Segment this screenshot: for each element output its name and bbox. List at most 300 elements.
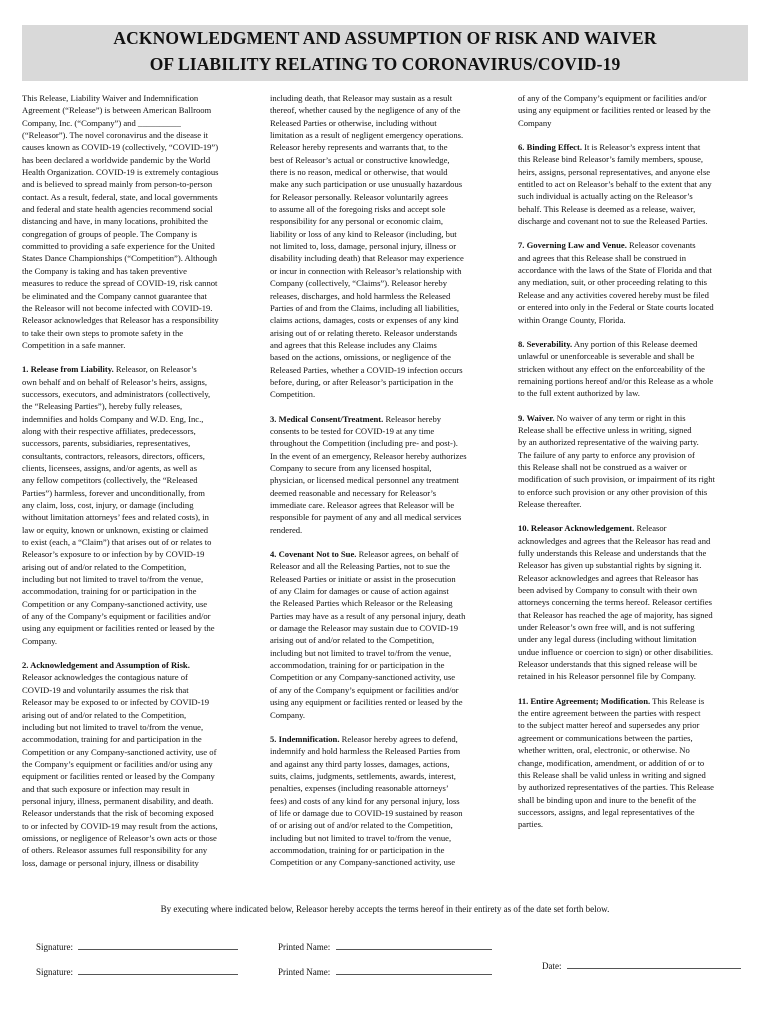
text-line (270, 844, 496, 856)
line-text: committed to providing a safe experience for the United (22, 241, 215, 252)
text-line (22, 166, 248, 178)
line-text: physician, or licensed medical personnel any treatment (270, 475, 459, 486)
text-line (270, 622, 496, 634)
clause-heading: 11. Entire Agreement; Modification. (518, 695, 651, 706)
line-text: shall be binding upon and inure to the benefit of the (518, 794, 697, 805)
line-text: of any of the Company’s equipment or facilities and/or (22, 611, 211, 622)
line-text: by authorized representatives of the parties. This Release (518, 782, 714, 793)
line-text: Release and any activities covered hereby must be filed (518, 289, 709, 300)
line-text: including but not limited to travel to/from the venue, (270, 647, 452, 658)
text-line (518, 707, 744, 719)
text-line (518, 609, 744, 621)
line-text: Parties may have as a result of any personal injury, death (270, 610, 466, 621)
line-text: suits, claims, judgments, settlements, awards, interest, (270, 770, 456, 781)
text-line (22, 598, 248, 610)
text-line (270, 856, 496, 868)
text-line (270, 709, 496, 721)
line-text: Release thereafter. (518, 498, 582, 509)
text-line (518, 473, 744, 485)
text-line (22, 400, 248, 412)
text-line (22, 376, 248, 388)
line-text: any claim, loss, cost, injury, or damage (including (22, 500, 194, 510)
line-text: successors, executors, and administrators (collectively, (22, 388, 211, 399)
text-line (22, 178, 248, 190)
text-line (22, 462, 248, 474)
text-line (270, 228, 496, 240)
text-line (270, 548, 496, 560)
text-line (22, 363, 248, 375)
printed-name-field-1[interactable] (336, 941, 492, 950)
line-text: entitled to act on Releasor’s behalf to the extent that any (518, 179, 712, 190)
clause-heading: 4. Covenant Not to Sue. (270, 549, 357, 560)
text-line (518, 363, 744, 375)
line-text: Company. (270, 709, 306, 720)
line-text: clients, licensees, assigns, and/or agents, as well as (22, 462, 197, 473)
clause-paragraph (270, 733, 496, 869)
text-line (22, 265, 248, 277)
text-line (22, 425, 248, 437)
line-text: of life or damage due to COVID-19 sustained by reason (270, 807, 463, 818)
text-line (22, 203, 248, 215)
line-text: consents to be tested for COVID-19 at any time (270, 425, 435, 436)
line-text: Releasor understands that this signed release will be (518, 659, 698, 670)
line-text: Releasor and all the Releasing Parties, not to sue the (270, 561, 450, 572)
line-text: causes known as COVID-19 (collectively, “COVID-19”) (22, 142, 219, 153)
line-text: there is no reason, medical or otherwise, that would (270, 167, 448, 178)
text-line (22, 154, 248, 166)
line-text: not limited to, loss, damage, personal injury, illness or (270, 241, 457, 252)
line-text: make any such participation or use unusually hazardous (270, 179, 463, 190)
text-line (22, 228, 248, 240)
text-line (270, 795, 496, 807)
clause-heading: 7. Governing Law and Venue. (518, 240, 627, 251)
line-text: Releasor covenants (626, 240, 696, 251)
line-text: Releasor, on Releasor’s (113, 364, 197, 375)
text-line (270, 437, 496, 449)
text-line (22, 450, 248, 462)
text-line (518, 239, 744, 251)
text-line (270, 696, 496, 708)
text-line (270, 290, 496, 302)
printed-name-row-1 (278, 941, 492, 952)
line-text: (“Releasor”). The novel coronavirus and the disease it (22, 130, 208, 141)
line-text: of others. Releasor assumes full responsibility for any (22, 845, 208, 856)
text-line (270, 388, 496, 400)
line-text: disability including death) that Releasor may experience (270, 253, 464, 264)
clause-paragraph (22, 363, 248, 647)
line-text: Releasor (634, 523, 667, 534)
text-line (270, 376, 496, 388)
text-line (518, 314, 744, 326)
text-line (22, 820, 248, 832)
text-line (518, 276, 744, 288)
signature-field-2[interactable] (78, 966, 238, 975)
text-line (22, 585, 248, 597)
text-line (270, 647, 496, 659)
line-text: of any of the Company’s equipment or facilities and/or (270, 684, 459, 695)
text-line (22, 277, 248, 289)
text-line (22, 191, 248, 203)
line-text: COVID-19 and voluntarily assumes the risk that (22, 684, 189, 695)
line-text: or damage the Releasor may sustain due to COVID-19 (270, 623, 459, 634)
line-text: releases, discharges, and hold harmless the Released (270, 290, 451, 301)
line-text: along with their respective affiliates, predecessors, (22, 425, 196, 436)
line-text: Competition in a safe manner. (22, 339, 126, 350)
line-text: or incur in connection with Releasor’s relationship with (270, 265, 462, 276)
text-line (518, 153, 744, 165)
line-text: own behalf and on behalf of Releasor’s heirs, assigns, (22, 376, 208, 387)
text-line (270, 634, 496, 646)
line-text: Company. (22, 635, 58, 646)
date-label: Date: (542, 961, 562, 971)
clause-paragraph (518, 695, 744, 831)
text-line (518, 695, 744, 707)
text-line (270, 474, 496, 486)
text-line (22, 659, 248, 671)
text-line (22, 684, 248, 696)
line-text: Company, Inc. (“Company”) and __________ (22, 117, 181, 128)
line-text: No waiver of any term or right in this (554, 412, 686, 423)
text-line (518, 412, 744, 424)
line-text: throughout the Competition (including pre- and post-). (270, 438, 458, 449)
line-text: attorneys concerning the terms hereof. Releasor certifies (518, 597, 712, 608)
line-text: Releasor acknowledges the contagious nature of (22, 672, 188, 683)
text-line (518, 461, 744, 473)
line-text: discharge and covenant not to sue the Released Parties. (518, 216, 708, 227)
text-line (270, 819, 496, 831)
line-text: including death, that Releasor may sustain as a result (270, 93, 453, 103)
line-text: within Orange County, Florida. (518, 314, 626, 325)
clause-paragraph (22, 92, 248, 351)
text-line (518, 252, 744, 264)
text-line (270, 203, 496, 215)
clause-heading: 1. Release from Liability. (22, 364, 114, 375)
text-line (518, 498, 744, 510)
text-line (518, 264, 744, 276)
text-line (270, 314, 496, 326)
line-text: omissions, or negligence of Releasor’s own acts or those (22, 832, 217, 843)
printed-name-field-2[interactable] (336, 966, 492, 975)
text-line (518, 769, 744, 781)
text-line (22, 314, 248, 326)
line-text: that Releasor has reached the age of majority, has signed (518, 609, 713, 620)
text-line (22, 104, 248, 116)
signature-label: Signature: (36, 942, 73, 952)
line-text: to assume all of the foregoing risks and accept sole (270, 204, 446, 215)
line-text: the Company’s equipment or facilities and/or using any (22, 758, 213, 769)
text-line (270, 832, 496, 844)
date-field[interactable] (567, 960, 741, 969)
text-line (518, 289, 744, 301)
line-text: acknowledges and agrees that the Releasor has read and (518, 535, 711, 546)
text-line (270, 659, 496, 671)
line-text: retained in his Releasor personnel file by Company. (518, 671, 696, 682)
line-text: and agrees that this Release shall be construed in (518, 252, 687, 263)
text-line (270, 166, 496, 178)
line-text: before, during, or after Releasor’s participation in the (270, 376, 454, 387)
text-line (270, 770, 496, 782)
text-line (518, 190, 744, 202)
line-text: the Releasor will not become infected with COVID-19. (22, 302, 213, 313)
text-line (518, 92, 744, 104)
text-line (270, 499, 496, 511)
line-text: agreement or communications between the parties, (518, 732, 693, 743)
line-text: Parties of and from the Claims, including all liabilities, (270, 302, 460, 313)
signature-row-2 (36, 966, 238, 977)
line-text: law or equity, known or unknown, existing or claimed (22, 524, 209, 535)
line-text: liability or loss of any kind to Releasor (including, but (270, 228, 457, 239)
line-text: It is Releasor’s express intent that (581, 142, 701, 153)
text-line (270, 265, 496, 277)
line-text: arising out of and/or related to the Competition, (22, 561, 187, 572)
clause-paragraph (270, 413, 496, 536)
line-text: any fellow competitors (collectively, the “Released (22, 475, 198, 486)
text-line (270, 364, 496, 376)
line-text: rendered. (270, 524, 303, 535)
text-line (270, 684, 496, 696)
text-line (518, 559, 744, 571)
line-text: loss, damage or personal injury, illness or disability (22, 857, 199, 868)
line-text: accommodation, training for or participation in the (270, 660, 445, 671)
text-line (270, 117, 496, 129)
text-line (22, 339, 248, 351)
line-text: Releasor may be exposed to or infected by COVID-19 (22, 697, 210, 708)
text-line (270, 450, 496, 462)
line-text: to enforce such provision or any other provision of this (518, 486, 708, 497)
printed-name-row-2 (278, 966, 492, 977)
text-line (22, 635, 248, 647)
text-line (22, 302, 248, 314)
text-line (270, 92, 496, 104)
text-line (22, 548, 248, 560)
clause-heading: 8. Severability. (518, 338, 573, 349)
signature-field-1[interactable] (78, 941, 238, 950)
line-text: and is believed to spread mainly from person-to-person (22, 179, 213, 190)
line-text: arising out of and/or related to the Competition, (270, 635, 435, 646)
text-line (518, 436, 744, 448)
text-line (518, 117, 744, 129)
text-line (270, 487, 496, 499)
line-text: using any equipment or facilities rented or leased by the (22, 623, 215, 634)
line-text: under any legal duress (including without limitation (518, 634, 697, 645)
line-text: modification of such provision, or impairment of its right (518, 474, 715, 485)
line-text: to the full extent authorized by law. (518, 388, 640, 399)
line-text: personal injury, illness, permanent disability, and death. (22, 795, 214, 806)
text-line (518, 375, 744, 387)
line-text: Releasor agrees, on behalf of (356, 549, 459, 560)
line-text: arising out of and/or related to the Competition, (22, 709, 187, 720)
line-text: change, modification, amendment, or addition of or to (518, 757, 705, 768)
text-line (518, 387, 744, 399)
text-line (518, 522, 744, 534)
text-line (22, 141, 248, 153)
text-line (270, 597, 496, 609)
line-text: parties. (518, 819, 544, 830)
document-title-banner (22, 25, 748, 81)
line-text: responsible for payment of any and all medical services (270, 512, 462, 523)
text-line (270, 671, 496, 683)
text-line (518, 744, 744, 756)
text-column-1 (22, 92, 248, 881)
clause-paragraph (22, 659, 248, 869)
text-line (518, 719, 744, 731)
line-text: Releasor acknowledges that Releasor has a responsibility (22, 315, 219, 326)
line-text: been advised by Company to consult with their own (518, 585, 698, 596)
text-line (518, 572, 744, 584)
clause-paragraph (270, 92, 496, 401)
text-line (22, 290, 248, 302)
line-text: this Release bind Releasor’s family members, spouse, (518, 154, 704, 165)
text-line (270, 302, 496, 314)
line-text: Competition. (270, 389, 316, 400)
text-line (22, 487, 248, 499)
text-line (22, 215, 248, 227)
line-text: Company (518, 117, 552, 128)
line-text: best of Releasor’s actual or constructive knowledge, (270, 154, 450, 165)
line-text: such individual is actually acting on the Releasor’s (518, 191, 693, 202)
text-line (518, 806, 744, 818)
text-line (270, 560, 496, 572)
text-line (518, 449, 744, 461)
line-text: Releasor acknowledges and agrees that Releasor has (518, 572, 699, 583)
text-line (518, 818, 744, 830)
line-text: Released Parties or otherwise, including without (270, 117, 437, 128)
text-line (270, 733, 496, 745)
line-text: Releasor hereby agrees to defend, (339, 733, 458, 744)
line-text: accommodation, training for or participation in the (22, 586, 197, 597)
line-text: this Release shall be valid unless in writing and signed (518, 769, 706, 780)
line-text: Competition or any Company-sanctioned activity, use of (22, 746, 217, 757)
line-text: Release shall be effective unless in writing, signed (518, 424, 692, 435)
text-line (22, 92, 248, 104)
line-text: and agrees that this Release includes any Claims (270, 339, 437, 350)
text-line (270, 524, 496, 536)
text-line (518, 646, 744, 658)
text-line (22, 622, 248, 634)
text-line (270, 511, 496, 523)
line-text: any mediation, suit, or other proceeding relating to this (518, 277, 708, 288)
text-line (518, 547, 744, 559)
line-text: and federal and state health agencies recommend social (22, 204, 213, 215)
clause-paragraph (518, 522, 744, 682)
line-text: including but not limited to travel to/from the venue, (22, 574, 204, 585)
text-line (518, 535, 744, 547)
clause-paragraph (518, 239, 744, 325)
line-text: remaining portions hereof and/or this Release as a whole (518, 375, 714, 386)
line-text: Releasor hereby (383, 413, 442, 424)
text-column-3 (518, 92, 744, 843)
text-line (518, 486, 744, 498)
line-text: of or arising out of and/or related to the Competition, (270, 820, 453, 831)
text-line (518, 757, 744, 769)
printed-name-label: Printed Name: (278, 942, 331, 952)
line-text: responsibility for any personal or economic claim, (270, 216, 444, 227)
text-line (270, 573, 496, 585)
clause-heading: 3. Medical Consent/Treatment. (270, 413, 384, 424)
clause-paragraph (518, 338, 744, 400)
text-line (22, 511, 248, 523)
text-line (518, 658, 744, 670)
clause-heading: 9. Waiver. (518, 412, 555, 423)
line-text: penalties, expenses (including reasonable attorneys’ (270, 783, 449, 794)
line-text: congregation of groups of people. The Company is (22, 228, 198, 239)
line-text: Competition or any Company-sanctioned activity, use (270, 857, 456, 868)
clause-paragraph (270, 548, 496, 721)
line-text: successors, parents, subsidiaries, representatives, (22, 438, 191, 449)
printed-name-label: Printed Name: (278, 967, 331, 977)
text-line (22, 437, 248, 449)
line-text: Company (collectively, “Claims”). Releasor hereby (270, 278, 447, 289)
text-line (270, 191, 496, 203)
clause-heading: 10. Releasor Acknowledgement. (518, 523, 635, 534)
line-text: the Company is taking and has taken preventive (22, 265, 187, 276)
body-columns (22, 92, 748, 882)
text-column-2 (270, 92, 496, 881)
line-text: limitation as a result of negligent emergency operations. (270, 130, 464, 141)
line-text: be eliminated and the Company cannot guarantee that (22, 290, 207, 301)
line-text: to take their own steps to promote safety in the (22, 327, 184, 338)
text-line (22, 758, 248, 770)
text-line (270, 252, 496, 264)
line-text: and that such exposure or infection may result in (22, 783, 190, 794)
line-text: thereof, whether caused by the negligence of any of the (270, 105, 461, 116)
acceptance-statement: By executing where indicated below, Releasor hereby accepts the terms hereof in their entirety as of the date set forth below. (160, 904, 610, 914)
line-text: States Dance Championships (“Competition”). Although (22, 253, 218, 264)
text-line (22, 129, 248, 141)
line-text: fees) and costs of any kind for any personal injury, loss (270, 795, 460, 806)
text-line (270, 339, 496, 351)
line-text: contact. As a result, federal, state, and local governments (22, 191, 218, 202)
clause-heading: 6. Binding Effect. (518, 142, 582, 153)
text-line (22, 499, 248, 511)
text-line (270, 215, 496, 227)
line-text: under Releasor’s own free will, and is not suffering (518, 622, 695, 633)
text-line (518, 596, 744, 608)
line-text: This Release is (650, 695, 705, 706)
text-line (22, 721, 248, 733)
text-line (270, 413, 496, 425)
text-line (22, 832, 248, 844)
line-text: including but not limited to travel to/from the venue, (270, 832, 452, 843)
text-line (518, 141, 744, 153)
text-line (22, 709, 248, 721)
text-line (518, 794, 744, 806)
text-line (518, 301, 744, 313)
document-title-line-1: ACKNOWLEDGMENT AND ASSUMPTION OF RISK AND WAIVER (113, 28, 657, 48)
line-text: undue influence or coercion to sign) or other disabilities. (518, 646, 713, 657)
text-line (518, 166, 744, 178)
line-text: heirs, assigns, personal representatives, and anyone else (518, 166, 711, 177)
line-text: Released Parties or initiate or assist in the prosecution (270, 573, 456, 584)
text-line (518, 424, 744, 436)
text-line (270, 745, 496, 757)
line-text: this Release shall not be construed as a waiver or (518, 461, 687, 472)
text-line (518, 215, 744, 227)
text-line (22, 536, 248, 548)
text-line (22, 252, 248, 264)
text-line (270, 585, 496, 597)
text-line (22, 117, 248, 129)
line-text: Agreement (“Release”) is between American Ballroom (22, 105, 212, 116)
text-line (270, 327, 496, 339)
text-line (22, 770, 248, 782)
text-line (270, 351, 496, 363)
line-text: to the subject matter hereof and supersedes any prior (518, 720, 700, 731)
text-line (518, 203, 744, 215)
text-line (270, 104, 496, 116)
text-line (270, 610, 496, 622)
text-line (270, 758, 496, 770)
